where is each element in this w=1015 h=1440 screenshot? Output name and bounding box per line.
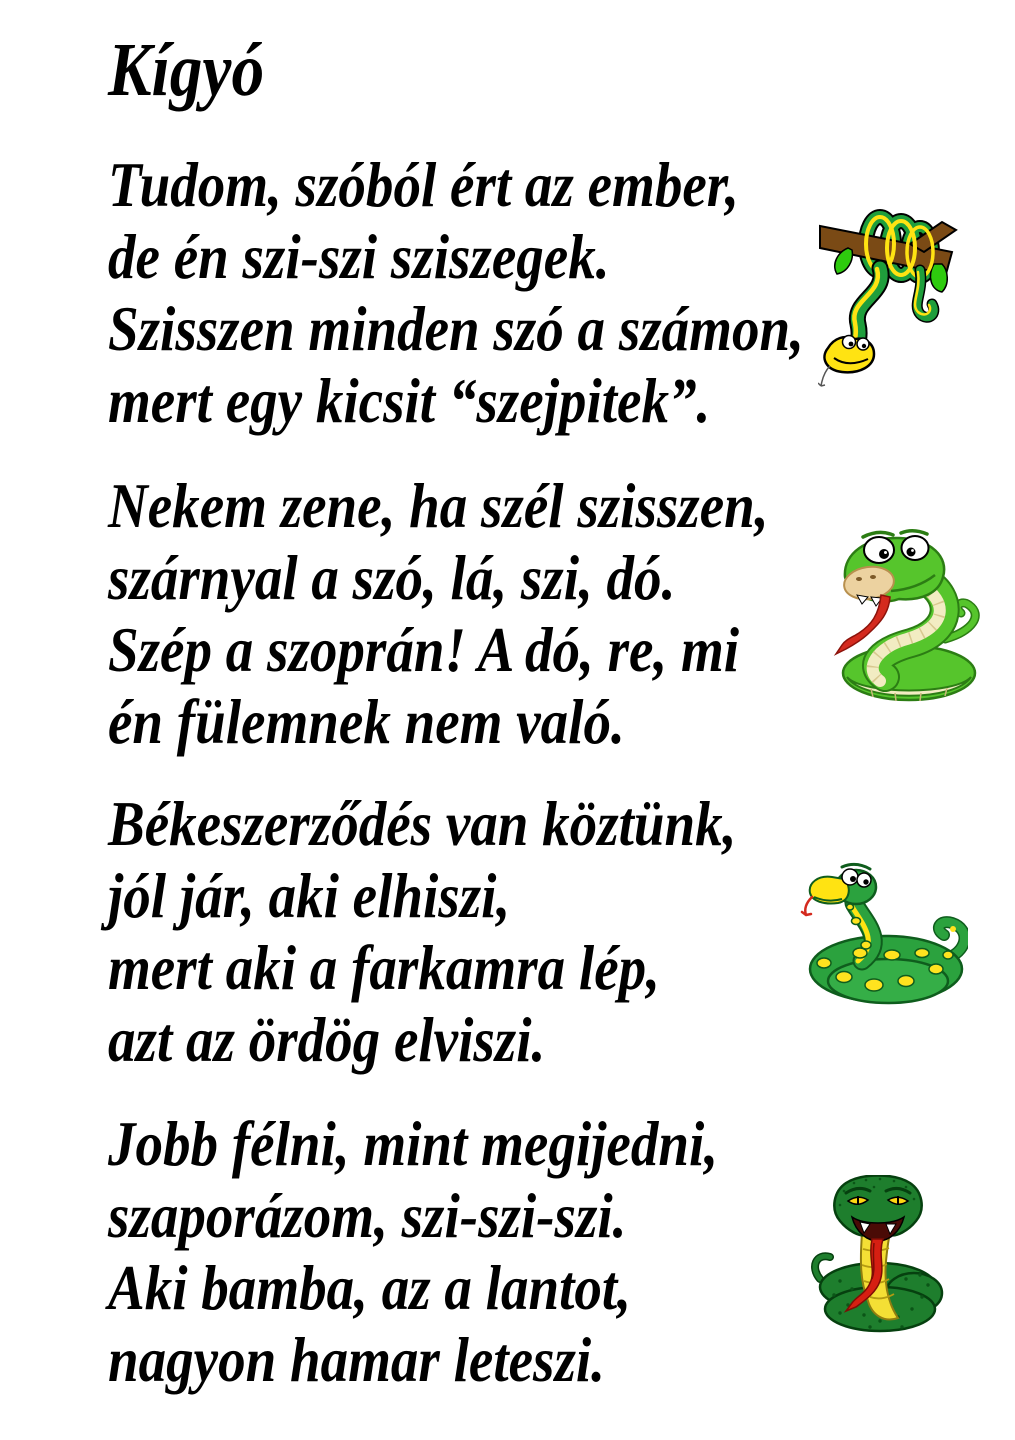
poem-line: szárnyal a szó, lá, szi, dó. (108, 542, 676, 613)
poem-line: Szép a szoprán! A dó, re, mi (108, 614, 740, 685)
poem-line: Aki bamba, az a lantot, (108, 1252, 631, 1323)
stanza-1 (108, 149, 917, 437)
stanza-2 (108, 470, 876, 758)
poem-line: én fülemnek nem való. (108, 686, 625, 757)
snake-on-branch-illustration (818, 208, 964, 390)
poem-line: szaporázom, szi-szi-szi. (108, 1180, 627, 1251)
page-title: Kígyó (108, 28, 265, 112)
poem-line: Békeszerződés van köztünk, (108, 788, 737, 859)
cobra-illustration (810, 1175, 947, 1343)
poem-line: mert egy kicsit “szejpitek”. (108, 365, 711, 436)
poem-line: Tudom, szóból ért az ember, (108, 149, 739, 220)
snake-coiled-illustration (800, 857, 968, 1007)
poem-line: Jobb félni, mint megijedni, (108, 1108, 719, 1179)
snake-standing-illustration (833, 527, 988, 705)
poem-line: azt az ördög elviszi. (108, 1004, 546, 1075)
poem-line: de én szi-szi sziszegek. (108, 221, 610, 292)
cobra-image (810, 1175, 947, 1343)
stanza-4 (108, 1108, 817, 1396)
poem-line: Nekem zene, ha szél szisszen, (108, 470, 769, 541)
poem-line: jól jár, aki elhiszi, (108, 860, 511, 931)
poem-line: Szisszen minden szó a számon, (108, 293, 804, 364)
poem-line: mert aki a farkamra lép, (108, 932, 660, 1003)
snake-coiled-image (800, 857, 968, 1007)
stanza-3 (108, 788, 839, 1076)
snake-standing-image (833, 527, 988, 705)
snake-on-branch-image (818, 208, 964, 390)
poem-line: nagyon hamar leteszi. (108, 1324, 605, 1395)
